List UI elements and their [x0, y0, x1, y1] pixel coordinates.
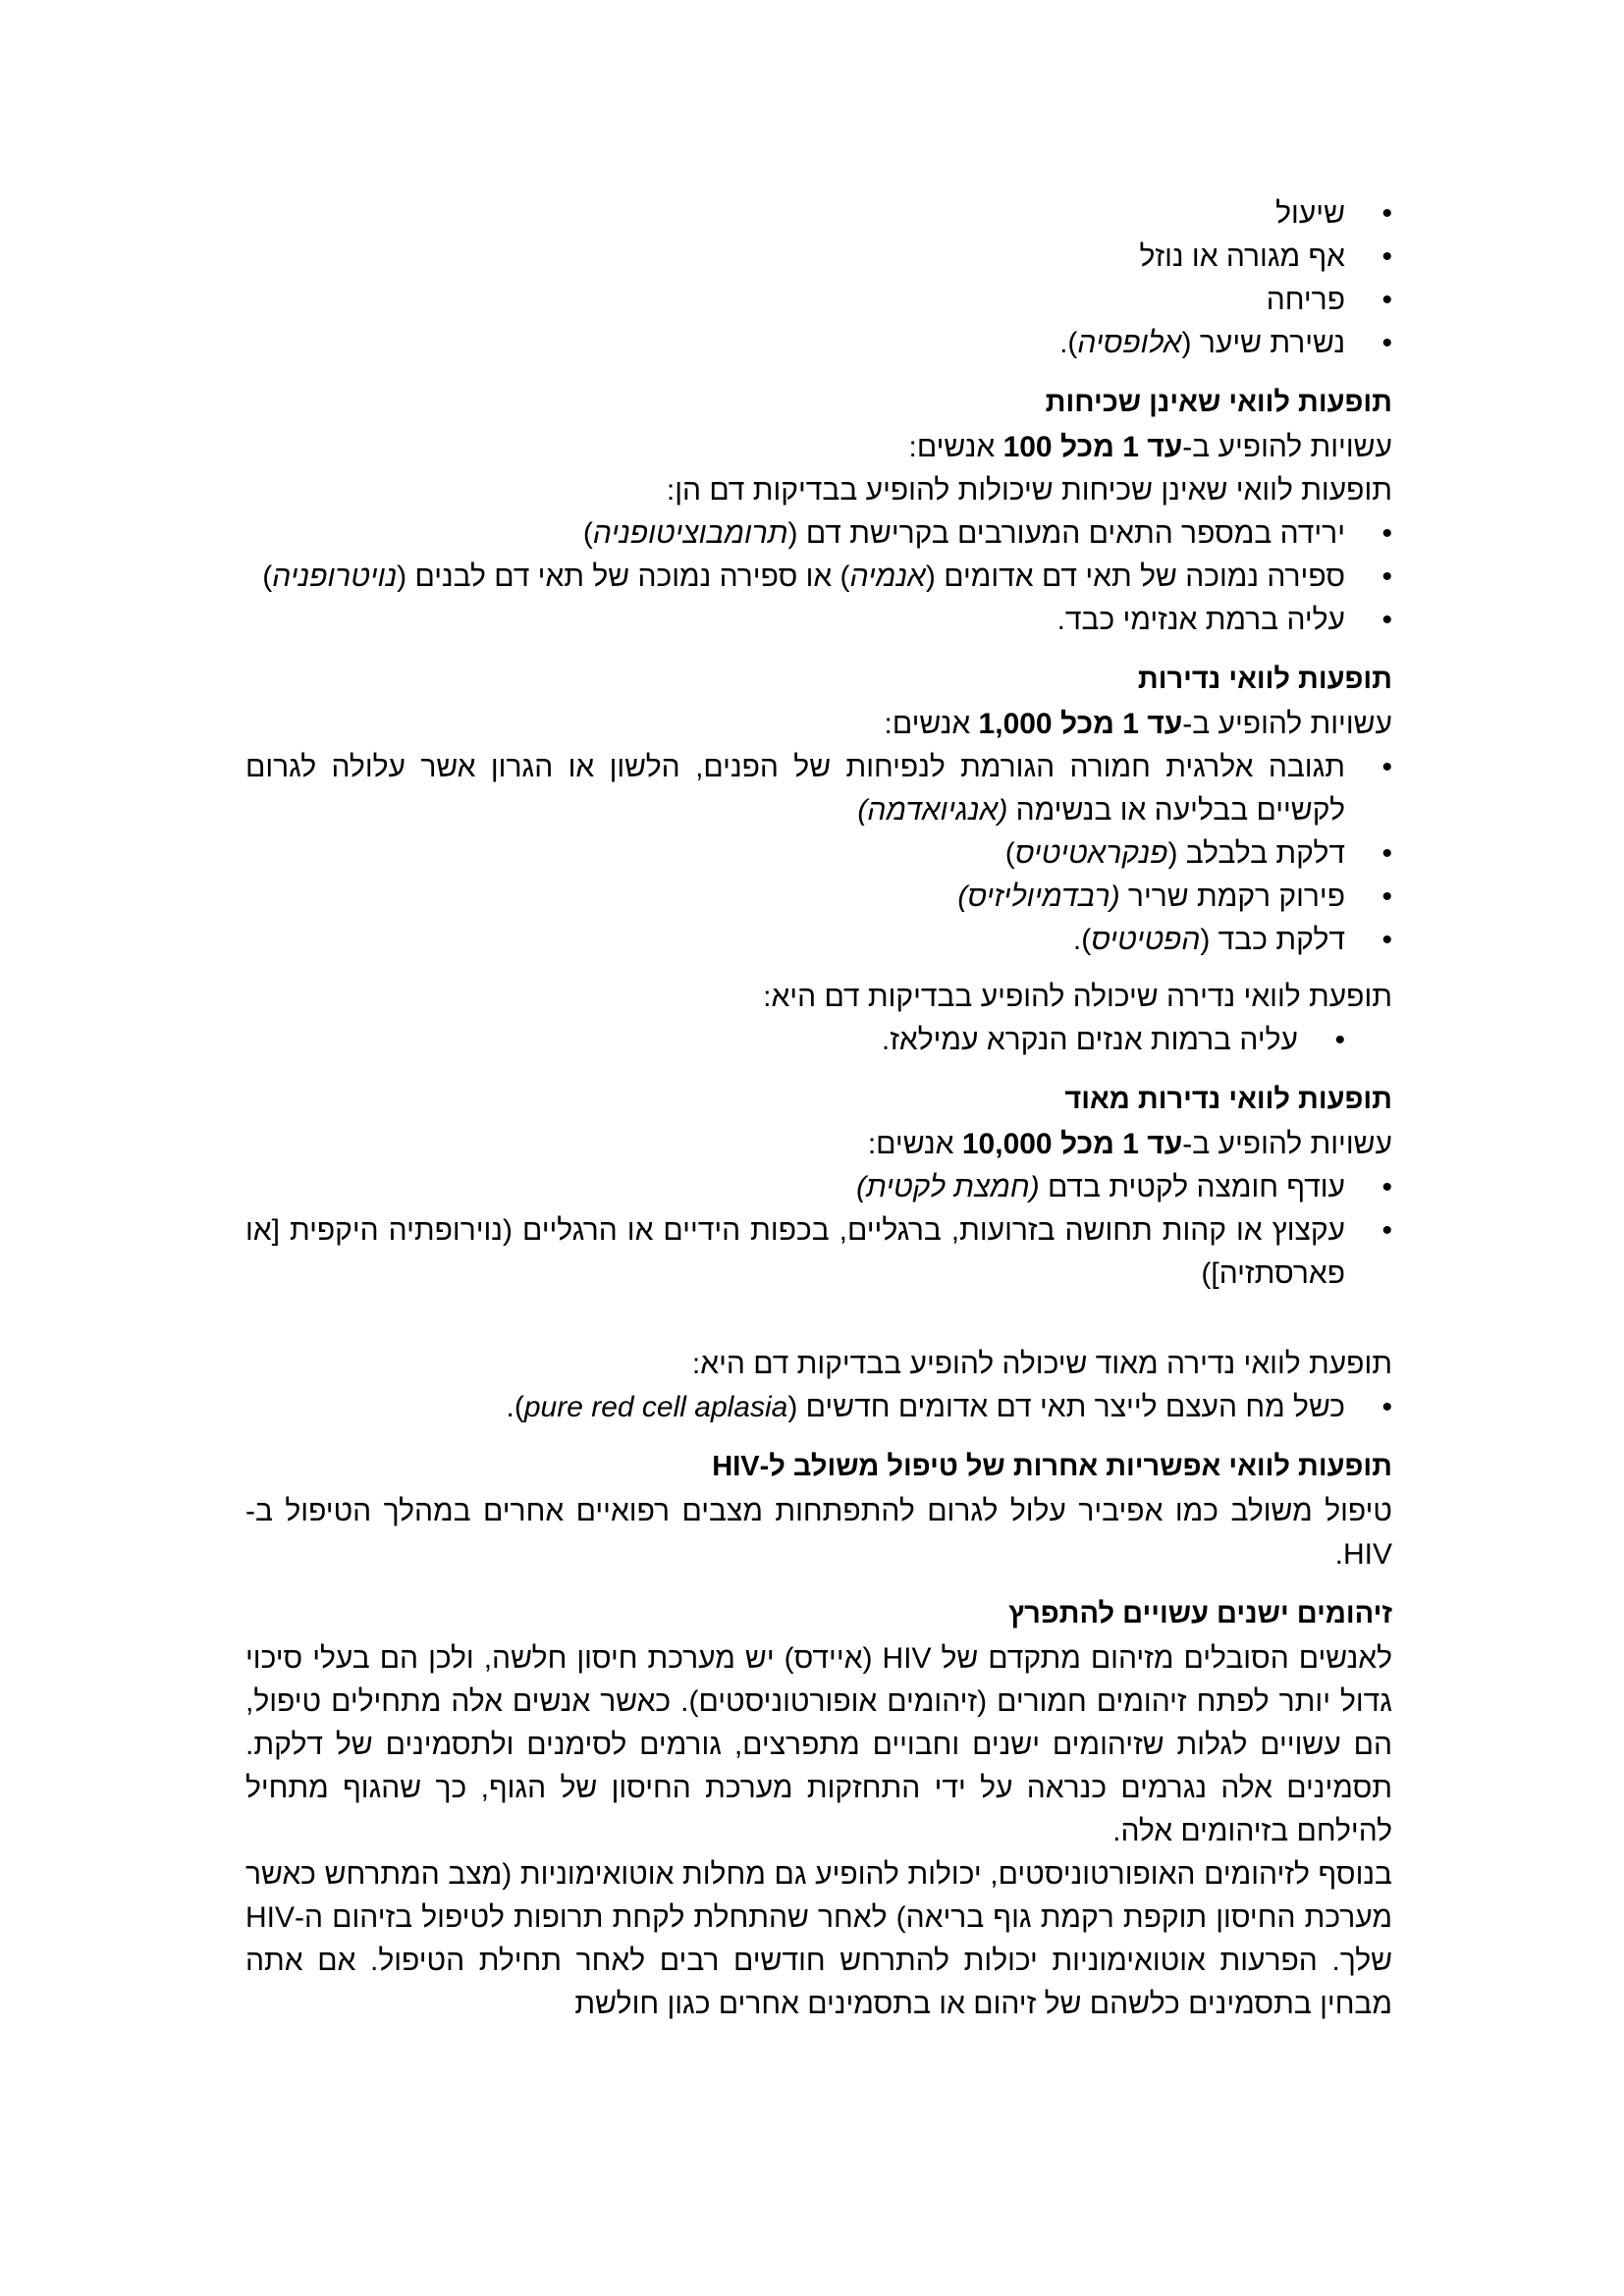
- list-item: • דלקת כבד (הפטיטיס).: [245, 919, 1392, 962]
- list-item: • תגובה אלרגית חמורה הגורמת לנפיחות של הפנים, הלשון או הגרון אשר עלולה לגרום לקשיים בבליעה או בנשימה (אנגיואדמה): [245, 746, 1392, 832]
- uncommon-effects-list: [245, 512, 1392, 642]
- bullet-icon: •: [1381, 197, 1392, 230]
- body-paragraph: בנוסף לזיהומים האופורטוניסטים, יכולות להופיע גם מחלות אוטואימוניות (מצב המתרחש כאשר מערכת החיסון תוקפת רקמת גוף בריאה) לאחר שהתחלת לקחת תרופות לטיפול בזיהום ה-HIV שלך. הפרעות אוטואימוניות יכולות להתרחש חודשים רבים לאחר תחילת הטיפול. אם אתה מבחין בתסמינים כלשהם של זיהום או בתסמינים אחרים כגון חולשת: [245, 1858, 1392, 2020]
- frequency-line: עשויות להופיע ב-עד 1 מכל 100 אנשים:: [908, 431, 1392, 463]
- rare-blood-list: [245, 1019, 1392, 1062]
- section-heading: תופעות לוואי אפשריות אחרות של טיפול משולב ל-HIV: [712, 1451, 1392, 1482]
- bullet-icon: •: [1381, 1391, 1392, 1423]
- list-item: • ספירה נמוכה של תאי דם אדומים (אנמיה) או ספירה נמוכה של תאי דם לבנים (נויטרופניה): [245, 556, 1392, 599]
- bullet-icon: •: [1381, 561, 1392, 593]
- list-item: • פריחה: [245, 279, 1392, 322]
- bullet-icon: •: [1381, 327, 1392, 359]
- infections-section: [245, 1594, 1392, 2026]
- body-paragraph: לאנשים הסובלים מזיהום מתקדם של HIV (איידס) יש מערכת חיסון חלשה, ולכן הם בעלי סיכוי גדול יותר לפתח זיהומים חמורים (זיהומים אופורטוניסטים). כאשר אנשים אלה מתחילים טיפול, הם עשויים לגלות שזיהומים ישנים וחבויים מתפרצים, גורמים לסימנים ולתסמינים של דלקת. תסמינים אלה נגרמים כנראה על ידי התחזקות מערכת החיסון של הגוף, כך שהגוף מתחיל להילחם בזיהומים אלה.: [245, 1642, 1392, 1847]
- bullet-icon: •: [1381, 284, 1392, 316]
- rare-effects-section: [245, 660, 1392, 1062]
- bullet-icon: •: [1381, 924, 1392, 956]
- bullet-icon: •: [1381, 837, 1392, 870]
- combined-therapy-section: [245, 1447, 1392, 1576]
- frequency-line: עשויות להופיע ב-עד 1 מכל 1,000 אנשים:: [884, 708, 1392, 740]
- bullet-icon: •: [1381, 751, 1392, 783]
- rare-effects-list: [245, 746, 1392, 962]
- bullet-icon: •: [1381, 517, 1392, 550]
- very-rare-blood-list: [245, 1386, 1392, 1429]
- blood-test-intro: תופעת לוואי נדירה מאוד שיכולה להופיע בבדיקות דם היא:: [691, 1348, 1392, 1380]
- document-page: [245, 192, 1392, 2026]
- section-heading: תופעות לוואי נדירות מאוד: [1064, 1084, 1392, 1115]
- section-heading: תופעות לוואי נדירות: [1137, 664, 1392, 695]
- uncommon-effects-section: [245, 383, 1392, 642]
- blood-test-intro: תופעת לוואי נדירה שיכולה להופיע בבדיקות דם היא:: [763, 981, 1392, 1013]
- list-item: • פירוק רקמת שריר (רבדמיוליזיס): [245, 876, 1392, 919]
- blood-test-intro: תופעות לוואי שאינן שכיחות שיכולות להופיע בבדיקות דם הן:: [666, 474, 1392, 507]
- section-heading: זיהומים ישנים עשויים להתפרץ: [1008, 1598, 1392, 1629]
- list-item: • ירידה במספר התאים המעורבים בקרישת דם (תרומבוציטופניה): [245, 512, 1392, 556]
- list-item: • כשל מח העצם לייצר תאי דם אדומים חדשים (pure red cell aplasia).: [245, 1386, 1392, 1429]
- bullet-icon: •: [1381, 604, 1392, 636]
- bullet-icon: •: [1381, 240, 1392, 273]
- list-item: • נשירת שיער (אלופסיה).: [245, 322, 1392, 365]
- list-item: • שיעול: [245, 192, 1392, 236]
- list-item: • עודף חומצה לקטית בדם (חמצת לקטית): [245, 1166, 1392, 1209]
- section-heading: תופעות לוואי שאינן שכיחות: [1045, 387, 1392, 418]
- list-item: • עקצוץ או קהות תחושה בזרועות, ברגליים, בכפות הידיים או הרגליים (נוירופתיה היקפית [או פארסתזיה]): [245, 1209, 1392, 1296]
- bullet-icon: •: [1381, 1171, 1392, 1203]
- very-rare-effects-section: [245, 1080, 1392, 1429]
- very-rare-effects-list: [245, 1166, 1392, 1296]
- bullet-icon: •: [1381, 1214, 1392, 1247]
- list-item: • דלקת בלבלב (פנקראטיטיס): [245, 832, 1392, 876]
- common-effects-list-continued: [245, 192, 1392, 365]
- bullet-icon: •: [1381, 881, 1392, 913]
- body-paragraph: טיפול משולב כמו אפיביר עלול לגרום להתפתחות מצבים רפואיים אחרים במהלך הטיפול ב-HIV.: [245, 1495, 1392, 1571]
- list-item: • עליה ברמת אנזימי כבד.: [245, 599, 1392, 642]
- list-item: • עליה ברמות אנזים הנקרא עמילאז.: [245, 1019, 1392, 1062]
- frequency-line: עשויות להופיע ב-עד 1 מכל 10,000 אנשים:: [867, 1128, 1392, 1160]
- list-item: • אף מגורה או נוזל: [245, 236, 1392, 279]
- bullet-icon: •: [1334, 1024, 1345, 1056]
